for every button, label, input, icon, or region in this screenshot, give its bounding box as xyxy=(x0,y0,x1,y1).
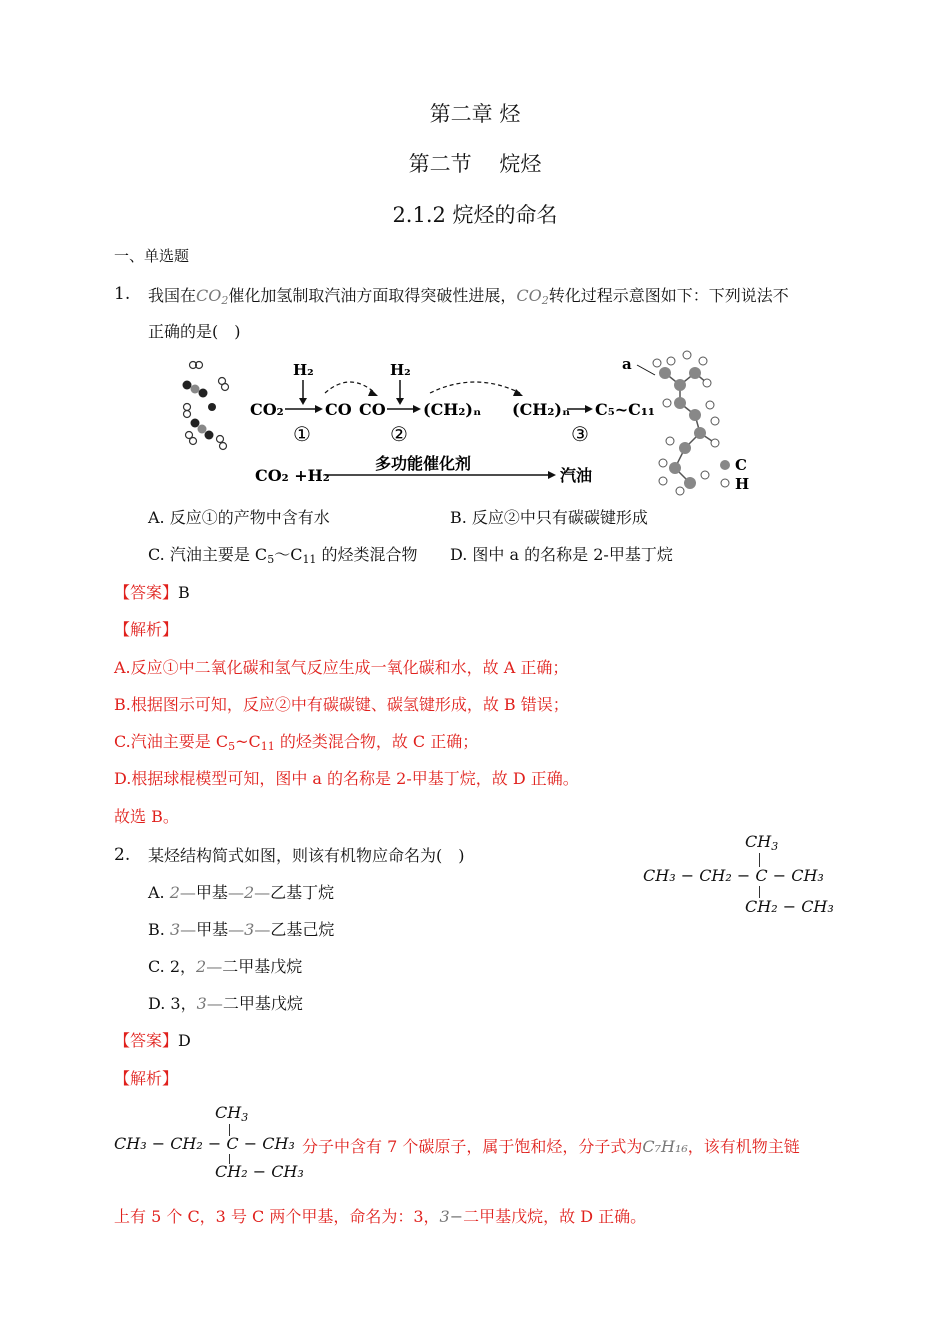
q2-option-c[interactable]: C. 2，2—二甲基戊烷 xyxy=(148,957,303,976)
legend-h: H xyxy=(735,475,750,493)
h2-label-2: H₂ xyxy=(390,361,411,379)
q2-option-a[interactable]: A. 2—甲基—2—乙基丁烷 xyxy=(148,883,335,902)
structure-main-chain: CH₃ − CH₂ − C − CH₃ xyxy=(643,866,824,885)
q1-analysis-d: D.根据球棍模型可知，图中 a 的名称是 2-甲基丁烷，故 D 正确。 xyxy=(114,769,579,788)
chapter-title: 第二章 烃 xyxy=(429,102,521,126)
subsection-title: 2.1.2 烷烃的命名 xyxy=(392,203,558,227)
analysis-structure-top: $CH_3$ xyxy=(215,1103,249,1124)
structure-bond-up xyxy=(759,853,760,867)
step-1: ① xyxy=(293,422,311,446)
q1-analysis-label: 【解析】 xyxy=(114,620,179,639)
c5-c11-text: C₅~C₁₁ xyxy=(595,400,655,419)
q1-option-a[interactable]: A. 反应①的产物中含有水 xyxy=(148,508,330,527)
molecule-atoms xyxy=(653,351,719,495)
co2-conversion-diagram xyxy=(175,343,775,498)
q2-number: 2. xyxy=(114,845,131,865)
q2-analysis-label: 【解析】 xyxy=(114,1069,179,1088)
catalyst-text: 多功能催化剂 xyxy=(375,454,472,473)
q1-analysis-a: A.反应①中二氧化碳和氢气反应生成一氧化碳和水，故 A 正确； xyxy=(114,658,569,677)
q1-answer: 【答案】B xyxy=(114,583,190,602)
co-text-2: CO xyxy=(359,400,386,419)
legend-c: C xyxy=(735,456,747,474)
q2-analysis-line2: 上有 5 个 C，3 号 C 两个甲基，命名为：3，3−二甲基戊烷，故 D 正确。 xyxy=(114,1207,647,1226)
legend-hydrogen-ball xyxy=(721,479,729,487)
legend-carbon-ball xyxy=(720,460,730,470)
h2-label-1: H₂ xyxy=(293,361,314,379)
q1-option-b[interactable]: B. 反应②中只有碳碳键形成 xyxy=(450,508,648,527)
label-a: a xyxy=(622,355,632,373)
q2-stem: 某烃结构简式如图，则该有机物应命名为( ) xyxy=(148,846,465,865)
ch2n-text-1: (CH₂)ₙ xyxy=(423,400,482,419)
q1-number: 1. xyxy=(114,284,131,304)
structure-top-ch3: $CH_3$ xyxy=(745,832,779,853)
ch2n-text-2: (CH₂)ₙ xyxy=(512,400,571,419)
co2-text: CO₂ xyxy=(250,400,284,419)
q1-conclusion: 故选 B。 xyxy=(114,807,179,826)
co2-molecule-icons xyxy=(183,362,229,450)
gasoline-text: 汽油 xyxy=(560,466,593,485)
part-label: 一、单选题 xyxy=(114,247,190,265)
q1-option-c[interactable]: C. 汽油主要是 $C_5\sim C_{11}$ 的烃类混合物 xyxy=(148,545,418,566)
step-2: ② xyxy=(390,422,408,446)
q2-option-b[interactable]: B. 3—甲基—3—乙基己烷 xyxy=(148,920,335,939)
co2-h2-text: CO₂ +H₂ xyxy=(255,466,330,485)
q1-analysis-c: C.汽油主要是 $C_5\sim C_{11}$ 的烃类混合物，故 C 正确； xyxy=(114,732,479,753)
q1-stem-line1: 我国在$CO_2$催化加氢制取汽油方面取得突破性进展，$CO_2$转化过程示意图如下：下列说法不 xyxy=(148,286,789,307)
q1-analysis-b: B.根据图示可知，反应②中有碳碳键、碳氢键形成，故 B 错误； xyxy=(114,695,569,714)
analysis-structure-bottom: CH₂ − CH₃ xyxy=(215,1162,304,1181)
section-title: 第二节 烷烃 xyxy=(408,152,542,176)
q2-option-d[interactable]: D. 3，3—二甲基戊烷 xyxy=(148,994,303,1013)
q2-answer: 【答案】D xyxy=(114,1031,191,1050)
q1-option-d[interactable]: D. 图中 a 的名称是 2-甲基丁烷 xyxy=(450,545,673,564)
structure-bottom-chain: CH₂ − CH₃ xyxy=(745,897,834,916)
q1-stem-line2: 正确的是( ) xyxy=(148,322,241,341)
q2-analysis-line1: 分子中含有 7 个碳原子，属于饱和烃，分子式为C₇H₁₆，该有机物主链 xyxy=(302,1137,800,1156)
step-3: ③ xyxy=(571,422,589,446)
analysis-structure-main: CH₃ − CH₂ − C − CH₃ xyxy=(114,1134,295,1153)
co-text-1: CO xyxy=(325,400,352,419)
